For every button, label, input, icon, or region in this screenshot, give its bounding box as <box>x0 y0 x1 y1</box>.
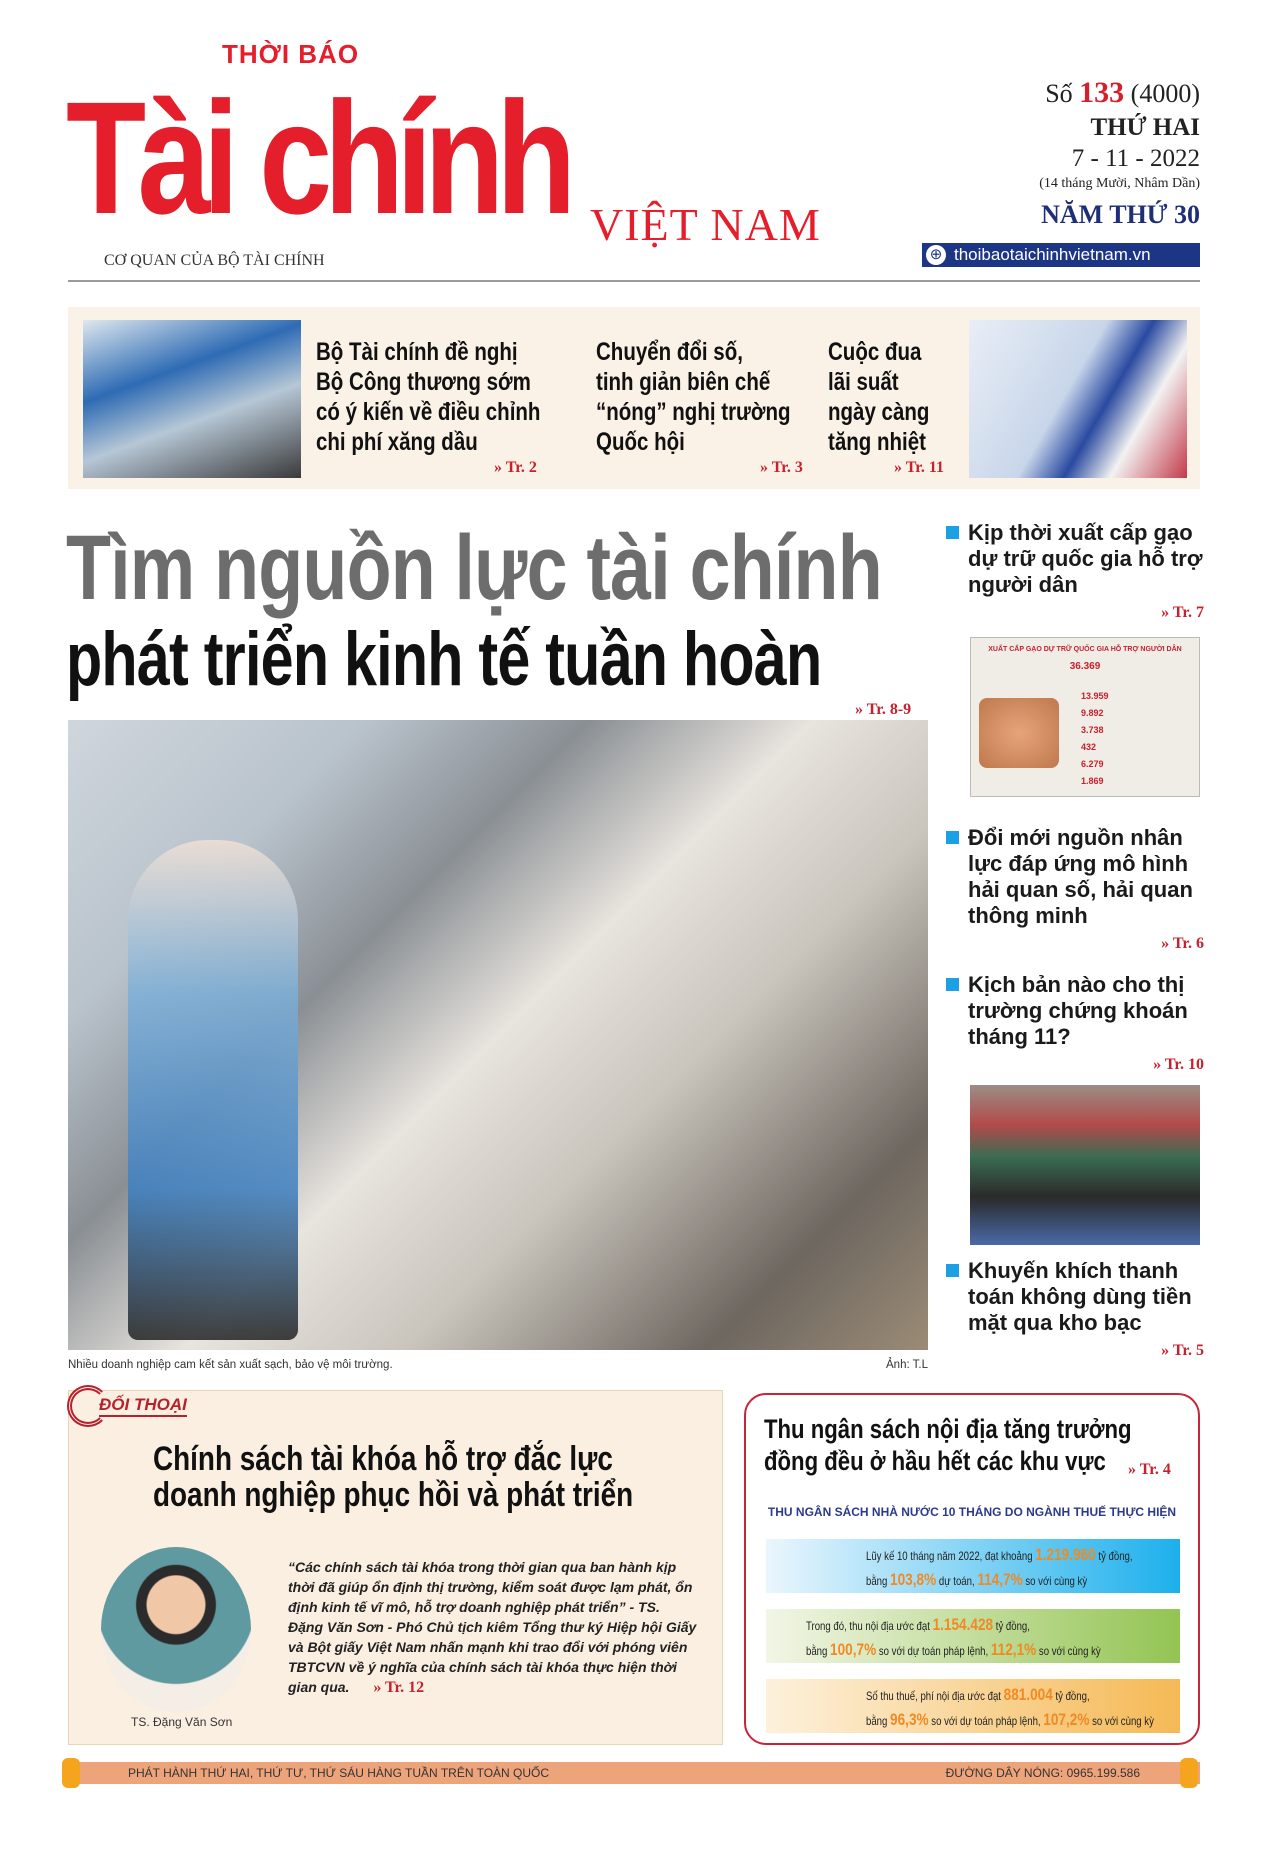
page-ref: » Tr. 10 <box>1153 1056 1204 1073</box>
row-value: 100,7% <box>830 1640 877 1659</box>
sidebar-title: Đổi mới nguồn nhân lực đáp ứng mô hình hải quan số, hải quan thông minh <box>946 825 1204 929</box>
page-ref: » Tr. 6 <box>1161 935 1204 952</box>
row-value: 96,3% <box>890 1710 929 1729</box>
budget-row <box>766 1679 1180 1733</box>
teaser-line: tăng nhiệt <box>828 428 926 456</box>
website-text: thoibaotaichinhvietnam.vn <box>954 245 1151 264</box>
row-text: so với cùng kỳ <box>1092 1714 1154 1728</box>
main-headline-line-2[interactable]: phát triển kinh tế tuần hoàn <box>66 617 822 702</box>
main-page-ref: » Tr. 8-9 <box>855 701 912 718</box>
rice-item: 6.279 <box>1081 759 1104 769</box>
budget-title-line: đồng đều ở hầu hết các khu vực <box>764 1446 1106 1476</box>
page-ref: » Tr. 7 <box>1161 604 1204 621</box>
sidebar-item-rice[interactable] <box>946 520 1204 622</box>
row-value: 112,1% <box>990 1640 1037 1659</box>
page-ref: » Tr. 2 <box>494 459 537 476</box>
teaser-line: lãi suất <box>828 368 899 396</box>
budget-subtitle: THU NGÂN SÁCH NHÀ NƯỚC 10 THÁNG DO NGÀNH THUẾ THỰC HIỆN <box>767 1505 1177 1519</box>
year: NĂM THỨ 30 <box>1041 200 1200 229</box>
stock-trading-photo <box>970 1085 1200 1245</box>
teaser-band <box>68 307 1200 489</box>
portrait-caption: TS. Đặng Văn Sơn <box>131 1715 233 1729</box>
footer-left: PHÁT HÀNH THỨ HAI, THỨ TƯ, THỨ SÁU HÀNG TUẦN TRÊN TOÀN QUỐC <box>128 1766 550 1780</box>
dialogue-title-line: doanh nghiệp phục hồi và phát triển <box>153 1476 634 1514</box>
row-text: so với cùng kỳ <box>1038 1644 1101 1658</box>
fuel-station-photo <box>83 320 301 478</box>
logo-top: THỜI BÁO <box>222 39 360 69</box>
issue-no: 133 <box>1079 76 1125 109</box>
row-value: 1.219.960 <box>1035 1545 1096 1564</box>
rice-total: 36.369 <box>1069 661 1101 672</box>
page-ref: » Tr. 4 <box>1128 1461 1171 1478</box>
sidebar-title: Khuyến khích thanh toán không dùng tiền mặt qua kho bạc <box>946 1258 1204 1336</box>
dialogue-label: ĐỐI THOẠI <box>99 1395 187 1417</box>
photo-caption: Nhiều doanh nghiệp cam kết sản xuất sạch, bảo vệ môi trường. <box>68 1359 393 1371</box>
lunar-date: (14 tháng Mười, Nhâm Dần) <box>1039 176 1200 191</box>
teaser-line: Bộ Công thương sớm <box>316 368 531 396</box>
dialogue-quote: “Các chính sách tài khóa trong thời gian qua ban hành kịp thời đã giúp ổn định thị trường, kiểm soát được lạm phát, ổn định kinh tế vĩ mô, hỗ trợ doanh nghiệp phát triển” - TS. Đặng Văn Sơn - Phó Chủ tịch kiêm Tổng thư ký Hiệp hội Giấy và Bột giấy Việt Nam nhấn mạnh khi trao đổi với phóng viên TBTCVN về ý nghĩa của chính sách tài khóa thực hiện thời gian qua. <box>288 1559 697 1695</box>
main-headline-line-1[interactable]: Tìm nguồn lực tài chính <box>66 517 882 619</box>
footer-roll-icon <box>1180 1758 1198 1788</box>
row-value: 1.154.428 <box>932 1615 994 1634</box>
date: 7 - 11 - 2022 <box>1071 145 1200 172</box>
sidebar-item-customs[interactable] <box>946 825 1204 953</box>
rice-infographic <box>970 637 1200 797</box>
row-text: Trong đó, thu nội địa ước đạt <box>806 1619 930 1633</box>
sidebar-item-stocks[interactable] <box>946 972 1204 1074</box>
row-text: Số thu thuế, phí nội địa ước đạt <box>866 1689 1001 1703</box>
teaser-line: Chuyển đổi số, <box>596 338 743 366</box>
website-link[interactable] <box>922 243 1200 267</box>
page-ref: » Tr. 3 <box>760 459 803 476</box>
rice-item: 3.738 <box>1081 725 1104 735</box>
teaser-line: ngày càng <box>828 398 930 426</box>
budget-row <box>766 1539 1180 1593</box>
budget-row <box>766 1609 1180 1663</box>
teaser-line: tinh giản biên chế <box>596 368 771 396</box>
teaser-line: Quốc hội <box>596 428 685 456</box>
logo-main: Tài chính <box>66 68 569 247</box>
page-ref: » Tr. 12 <box>373 1679 425 1696</box>
budget-box[interactable] <box>744 1393 1200 1745</box>
dialogue-title-line: Chính sách tài khóa hỗ trợ đắc lực <box>153 1440 613 1478</box>
footer-roll-icon <box>62 1758 80 1788</box>
rice-item: 9.892 <box>1081 708 1104 718</box>
issue-number <box>1045 76 1200 110</box>
row-text: tỷ đồng, <box>995 1619 1030 1633</box>
teaser-line: có ý kiến về điều chỉnh <box>316 398 541 426</box>
header-rule <box>68 280 1200 282</box>
sidebar-item-treasury[interactable] <box>946 1258 1204 1360</box>
portrait-photo <box>101 1547 251 1712</box>
footer-hotline: ĐƯỜNG DÂY NÓNG: 0965.199.586 <box>945 1766 1140 1780</box>
sidebar-title: Kịch bản nào cho thị trường chứng khoán tháng 11? <box>946 972 1204 1050</box>
row-text: bằng <box>866 1574 888 1588</box>
rice-infographic-title: XUẤT CẤP GẠO DỰ TRỮ QUỐC GIA HỖ TRỢ NGƯỜI DÂN <box>988 646 1182 653</box>
row-value: 107,2% <box>1043 1710 1090 1729</box>
row-value: 881.004 <box>1003 1685 1053 1704</box>
teaser-line: chi phí xăng dầu <box>316 428 478 456</box>
logo-country: VIỆT NAM <box>590 199 821 250</box>
rice-item: 432 <box>1081 742 1097 752</box>
row-text: tỷ đồng, <box>1055 1689 1090 1703</box>
so-label: Số <box>1045 79 1073 108</box>
dialogue-box[interactable] <box>68 1390 723 1745</box>
teaser-line: Cuộc đua <box>828 338 922 366</box>
page-ref: » Tr. 11 <box>894 459 944 476</box>
row-text: tỷ đồng, <box>1098 1549 1133 1563</box>
row-text: so với cùng kỳ <box>1025 1574 1088 1588</box>
teaser-line: Bộ Tài chính đề nghị <box>316 338 518 366</box>
row-value: 103,8% <box>890 1570 937 1589</box>
footer-strip <box>68 1762 1200 1784</box>
budget-title-line: Thu ngân sách nội địa tăng trưởng <box>764 1414 1132 1444</box>
textile-factory-photo <box>68 720 928 1350</box>
teaser-line: “nóng” nghị trường <box>596 398 791 426</box>
row-text: bằng <box>866 1714 888 1728</box>
globe-icon: ⊕ <box>926 245 946 265</box>
issue-total: (4000) <box>1130 79 1200 108</box>
row-text: Lũy kế 10 tháng năm 2022, đạt khoảng <box>866 1549 1033 1563</box>
weekday: THỨ HAI <box>1090 114 1200 141</box>
row-text: bằng <box>806 1644 828 1658</box>
rice-item: 13.959 <box>1081 691 1109 701</box>
agency-label: CƠ QUAN CỦA BỘ TÀI CHÍNH <box>104 252 325 269</box>
photo-credit: Ảnh: T.L <box>886 1359 928 1371</box>
row-text: so với dự toán pháp lệnh, <box>878 1644 989 1658</box>
row-value: 114,7% <box>977 1570 1023 1589</box>
sidebar-title: Kịp thời xuất cấp gạo dự trữ quốc gia hỗ trợ người dân <box>946 520 1204 598</box>
interest-rate-photo <box>969 320 1187 478</box>
rice-item: 1.869 <box>1081 776 1104 786</box>
row-text: dự toán, <box>938 1574 975 1588</box>
row-text: so với dự toán pháp lệnh, <box>931 1714 1041 1728</box>
page-ref: » Tr. 5 <box>1161 1342 1204 1359</box>
